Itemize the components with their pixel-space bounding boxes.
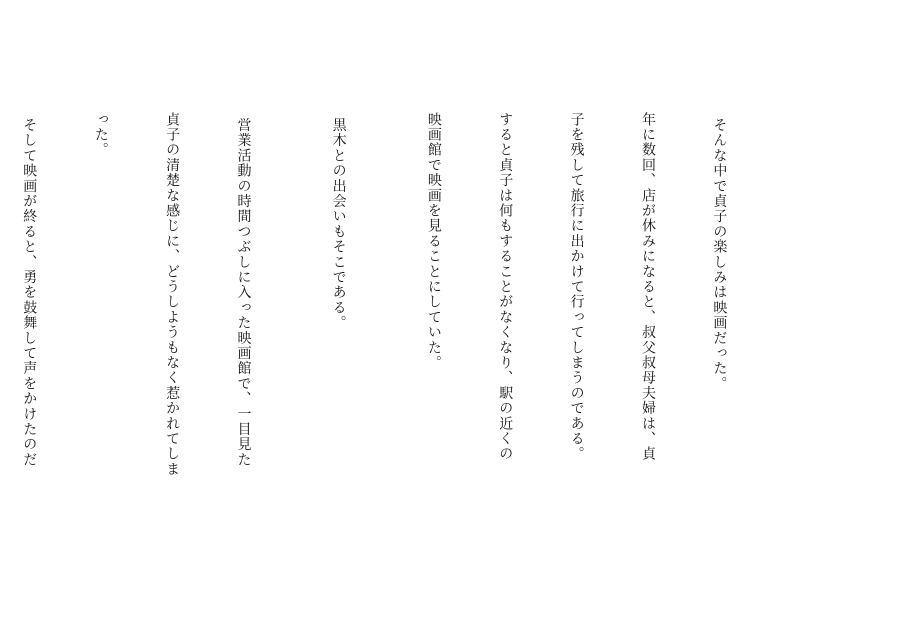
vertical-text-body bbox=[0, 112, 778, 552]
text-line: 子を残して旅行に出かけて行ってしまうのである。 bbox=[568, 112, 585, 462]
text-line: 営業活動の時間つぶしに入った映画館で、一目見た bbox=[235, 117, 252, 468]
text-line: そんな中で貞子の楽しみは映画だった。 bbox=[711, 117, 728, 392]
text-line: そして映画が終ると、勇を鼓舞して声をかけたのだ bbox=[21, 117, 38, 468]
text-line: った。 bbox=[92, 112, 109, 158]
text-line: 貞子の清楚な感じに、どうしようもなく惹かれてしま bbox=[164, 112, 181, 477]
text-line: 黒木との出会いもそこである。 bbox=[330, 117, 347, 331]
text-line: 年に数回、店が休みになると、叔父叔母夫婦は、貞 bbox=[640, 112, 657, 462]
text-line: 映画館で映画を見ることにしていた。 bbox=[425, 112, 442, 371]
text-line: すると貞子は何もすることがなくなり、駅の近くの bbox=[497, 112, 514, 462]
